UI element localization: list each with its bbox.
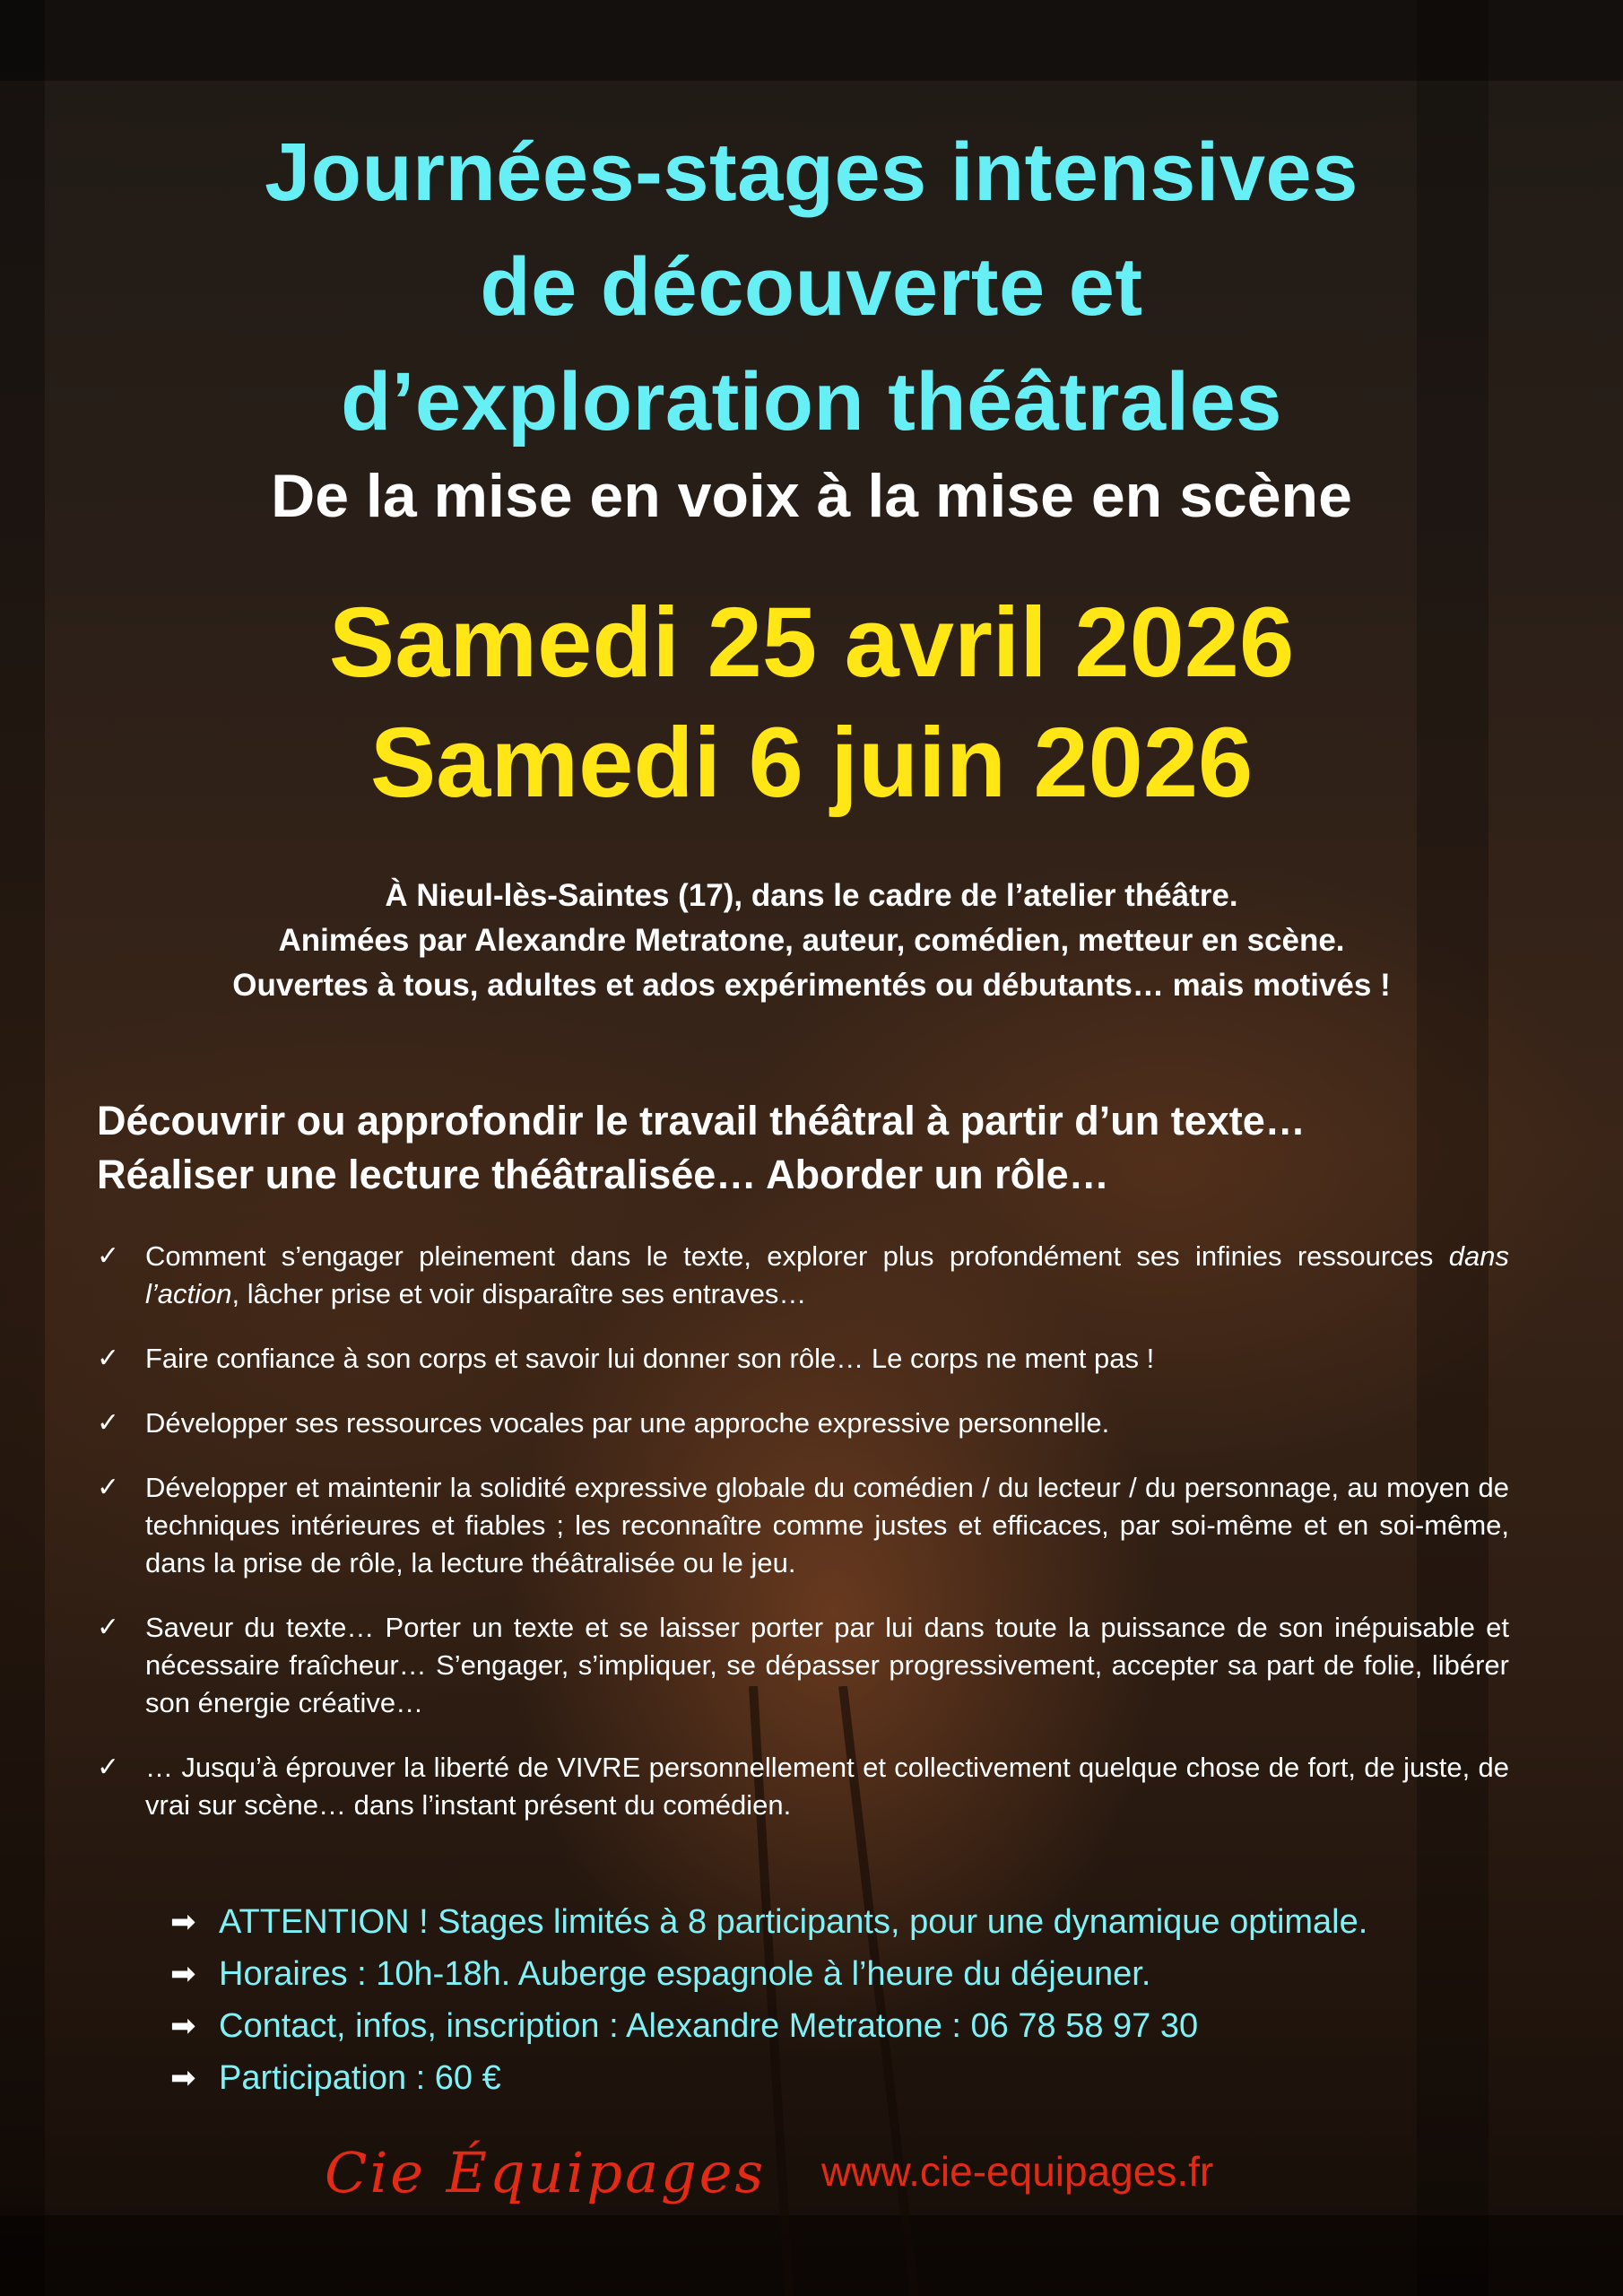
info-line: À Nieul-lès-Saintes (17), dans le cadre de l’atelier théâtre. <box>385 878 1238 913</box>
checklist-item <box>97 1749 1509 1824</box>
event-dates <box>0 583 1623 823</box>
checklist-text-part: Comment s’engager pleinement dans le texte, explorer plus profondément ses infinies ressources <box>145 1240 1449 1272</box>
checklist-item <box>97 1405 1509 1442</box>
checklist-item <box>97 1340 1509 1378</box>
checklist-item <box>97 1469 1509 1582</box>
lead-line: Découvrir ou approfondir le travail théâtral à partir d’un texte… <box>97 1098 1306 1144</box>
checklist-text-italic: dans l’action <box>145 1240 1509 1309</box>
check-icon: ✓ <box>97 1613 120 1642</box>
event-info <box>0 874 1623 1008</box>
company-logo: Cie Équipages <box>325 2140 767 2205</box>
event-date: Samedi 25 avril 2026 <box>328 587 1295 698</box>
checklist <box>97 1238 1509 1851</box>
checklist-text: Développer et maintenir la solidité expressive globale du comédien / du lecteur / du personnage, au moyen de techniques intérieures et fiables ; les reconnaître comme justes et efficaces, par soi-même et en soi-même, dans la prise de rôle, la lecture théâtralisée ou le jeu. <box>145 1472 1509 1578</box>
check-icon: ✓ <box>97 1241 120 1271</box>
note-item <box>170 1896 1515 1948</box>
lead-line: Réaliser une lecture théâtralisée… Aborder un rôle… <box>97 1152 1109 1197</box>
check-icon: ✓ <box>97 1473 120 1502</box>
title-line: de découverte et <box>480 241 1143 333</box>
arrow-right-icon: ➡ <box>170 1957 196 1991</box>
info-line: Animées par Alexandre Metratone, auteur, comédien, metteur en scène. <box>278 923 1345 958</box>
check-icon: ✓ <box>97 1752 120 1782</box>
arrow-right-icon: ➡ <box>170 2009 196 2043</box>
note-text: Contact, infos, inscription : Alexandre Metratone : 06 78 58 97 30 <box>219 2007 1199 2045</box>
note-item <box>170 2000 1515 2052</box>
checklist-text <box>145 1238 1509 1313</box>
note-item <box>170 1948 1515 2000</box>
checklist-text: Développer ses ressources vocales par une approche expressive personnelle. <box>145 1407 1110 1439</box>
practical-notes <box>170 1896 1515 2104</box>
checklist-text-part: , lâcher prise et voir disparaître ses entraves… <box>231 1278 807 1309</box>
website-link[interactable]: www.cie-equipages.fr <box>821 2148 1214 2195</box>
info-line: Ouvertes à tous, adultes et ados expérimentés ou débutants… mais motivés ! <box>232 968 1391 1003</box>
poster-subtitle: De la mise en voix à la mise en scène <box>271 462 1352 530</box>
arrow-right-icon: ➡ <box>170 1905 196 1939</box>
title-line: Journées-stages intensives <box>265 126 1358 218</box>
poster-title <box>0 115 1623 459</box>
checklist-item <box>97 1238 1509 1313</box>
event-date: Samedi 6 juin 2026 <box>369 708 1254 818</box>
arrow-right-icon: ➡ <box>170 2061 196 2095</box>
title-line: d’exploration théâtrales <box>341 356 1282 448</box>
note-text: Horaires : 10h-18h. Auberge espagnole à l’heure du déjeuner. <box>219 1955 1151 1993</box>
checklist-text: … Jusqu’à éprouver la liberté de VIVRE personnellement et collectivement quelque chose de fort, de juste, de vrai sur scène… dans l’instant présent du comédien. <box>145 1752 1509 1821</box>
checklist-text: Faire confiance à son corps et savoir lui donner son rôle… Le corps ne ment pas ! <box>145 1343 1155 1374</box>
note-text: Participation : 60 € <box>219 2059 501 2097</box>
lead-text <box>97 1094 1567 1202</box>
note-text: ATTENTION ! Stages limités à 8 participants, pour une dynamique optimale. <box>219 1903 1368 1941</box>
check-icon: ✓ <box>97 1408 120 1438</box>
note-item <box>170 2052 1515 2104</box>
background-beam <box>0 0 1623 81</box>
check-icon: ✓ <box>97 1344 120 1373</box>
checklist-text: Saveur du texte… Porter un texte et se laisser porter par lui dans toute la puissance de son inépuisable et nécessaire fraîcheur… S’engager, s’impliquer, se dépasser progressivement, accepter sa part de folie, libérer son énergie créative… <box>145 1612 1509 1718</box>
checklist-item <box>97 1609 1509 1722</box>
